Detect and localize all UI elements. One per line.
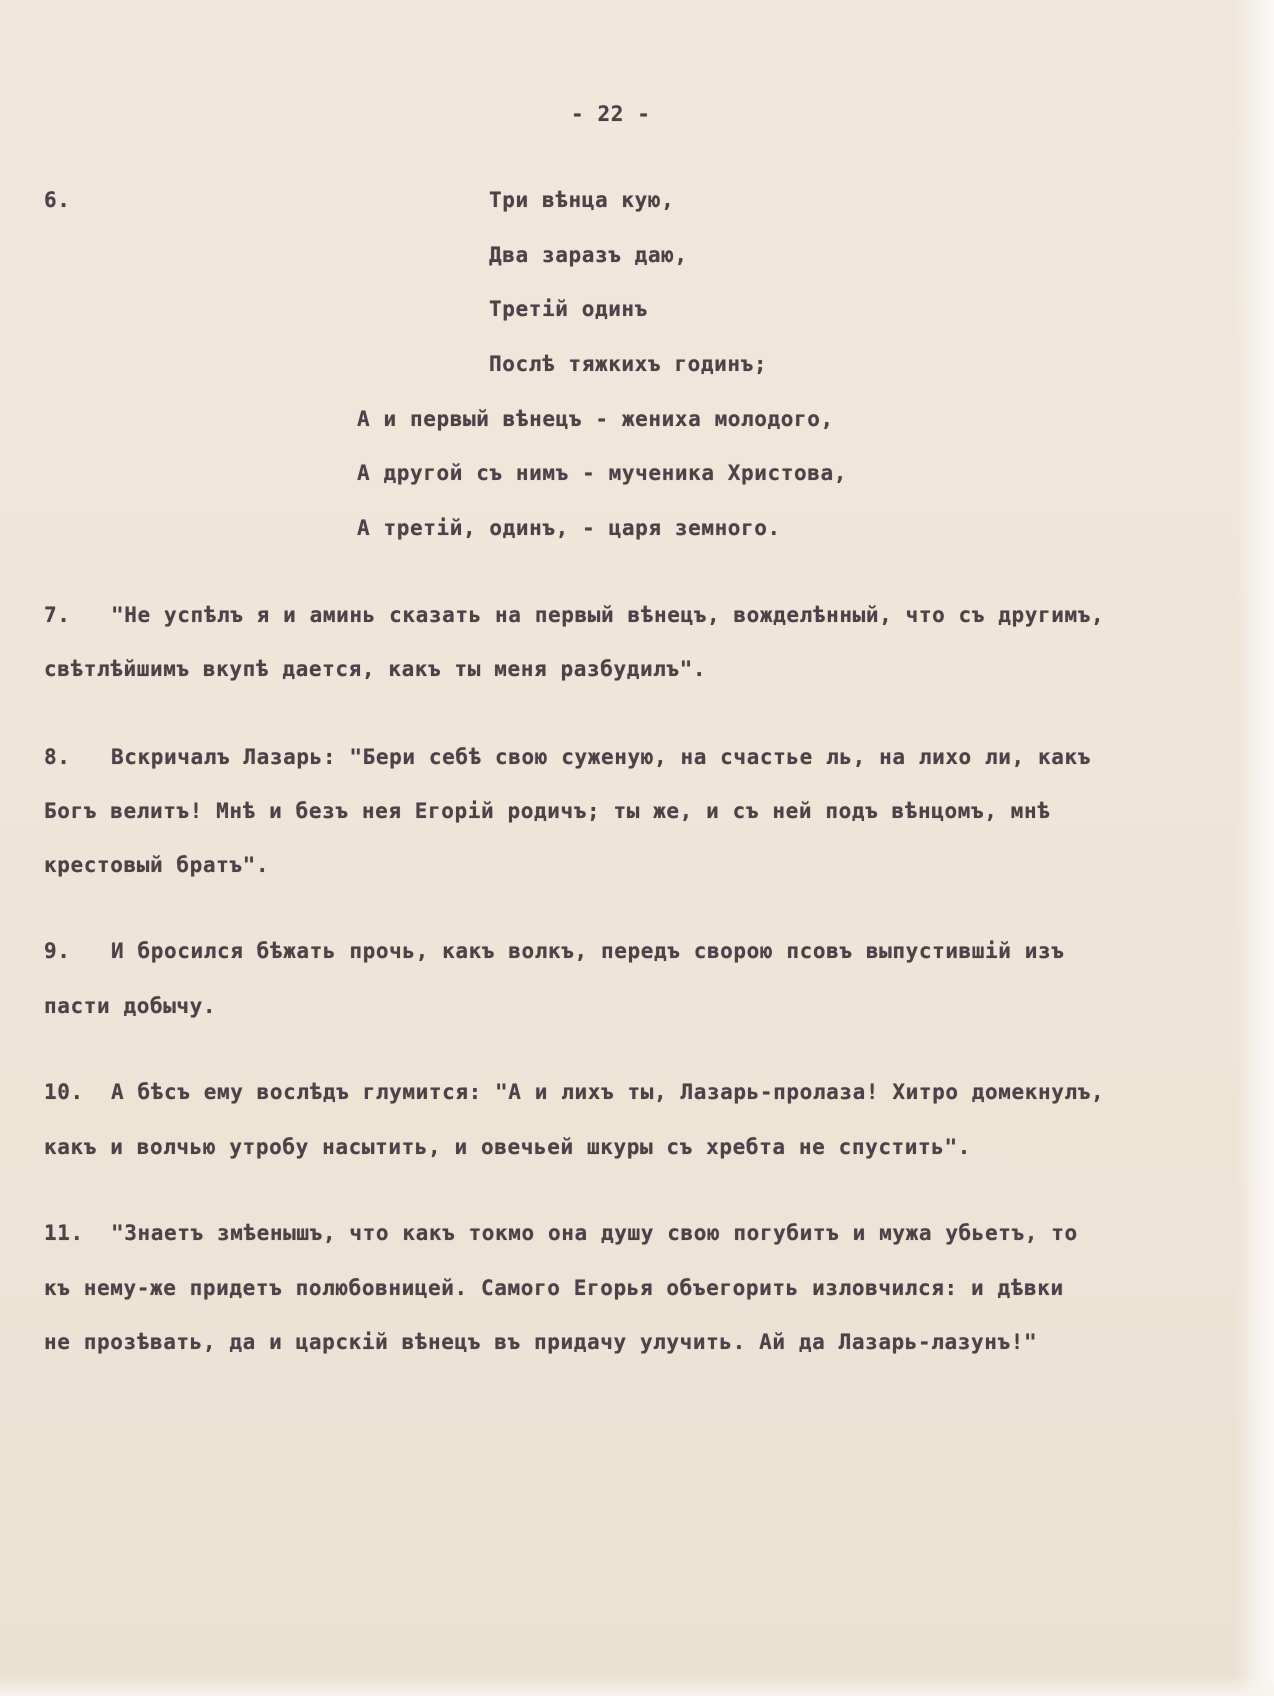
paragraph-line: не прозѣвать, да и царскій вѣнецъ въ придачу улучить. Ай да Лазарь-лазунъ!" [44,1330,1038,1354]
verse-line: Два заразъ даю, [489,243,688,267]
verse-line: Три вѣнца кую, [489,188,675,212]
verse-line: А и первый вѣнецъ - жениха молодого, [357,407,834,431]
paragraph-line: пасти добычу. [44,994,217,1018]
paragraph-number: 10. [44,1080,84,1104]
paragraph-line: свѣтлѣйшимъ вкупѣ дается, какъ ты меня разбудилъ". [44,657,707,681]
paragraph-line: И бросился бѣжать прочь, какъ волкъ, передъ сворою псовъ выпустившій изъ [111,939,1065,963]
verse-line: Послѣ тяжкихъ годинъ; [489,352,768,376]
paper-bottom-edge [0,1676,1274,1696]
paragraph-line: Вскричалъ Лазарь: "Бери себѣ свою суженую, на счастье ль, на лихо ли, какъ [111,745,1091,769]
verse-line: А третій, одинъ, - царя земного. [357,516,781,540]
verse-line: А другой съ нимъ - мученика Христова, [357,461,847,485]
paragraph-line: къ нему-же придетъ полюбовницей. Самого Егорья объегорить изловчился: и дѣвки [44,1276,1064,1300]
paper-edge [1236,0,1274,1696]
paragraph-line: какъ и волчью утробу насытить, и овечьей шкуры съ хребта не спустить". [44,1135,972,1159]
stanza-number: 6. [44,188,71,212]
paragraph-number: 8. [44,745,71,769]
paragraph-number: 11. [44,1221,84,1245]
verse-line: Третій одинъ [489,297,648,321]
paragraph-line: "Знаетъ змѣенышъ, что какъ токмо она душу свою погубитъ и мужа убьетъ, то [111,1221,1078,1245]
paragraph-line: "Не успѣлъ я и аминь сказать на первый вѣнецъ, вожделѣнный, что съ другимъ, [111,603,1105,627]
paragraph-number: 7. [44,603,71,627]
page-number: - 22 - [571,102,651,126]
paragraph-line: крестовый братъ". [44,853,270,877]
paragraph-line: Богъ велитъ! Мнѣ и безъ нея Егорій родичъ; ты же, и съ ней подъ вѣнцомъ, мнѣ [44,799,1051,823]
paragraph-number: 9. [44,939,71,963]
paragraph-line: А бѣсъ ему вослѣдъ глумится: "А и лихъ ты, Лазарь-пролаза! Хитро домекнулъ, [111,1080,1105,1104]
